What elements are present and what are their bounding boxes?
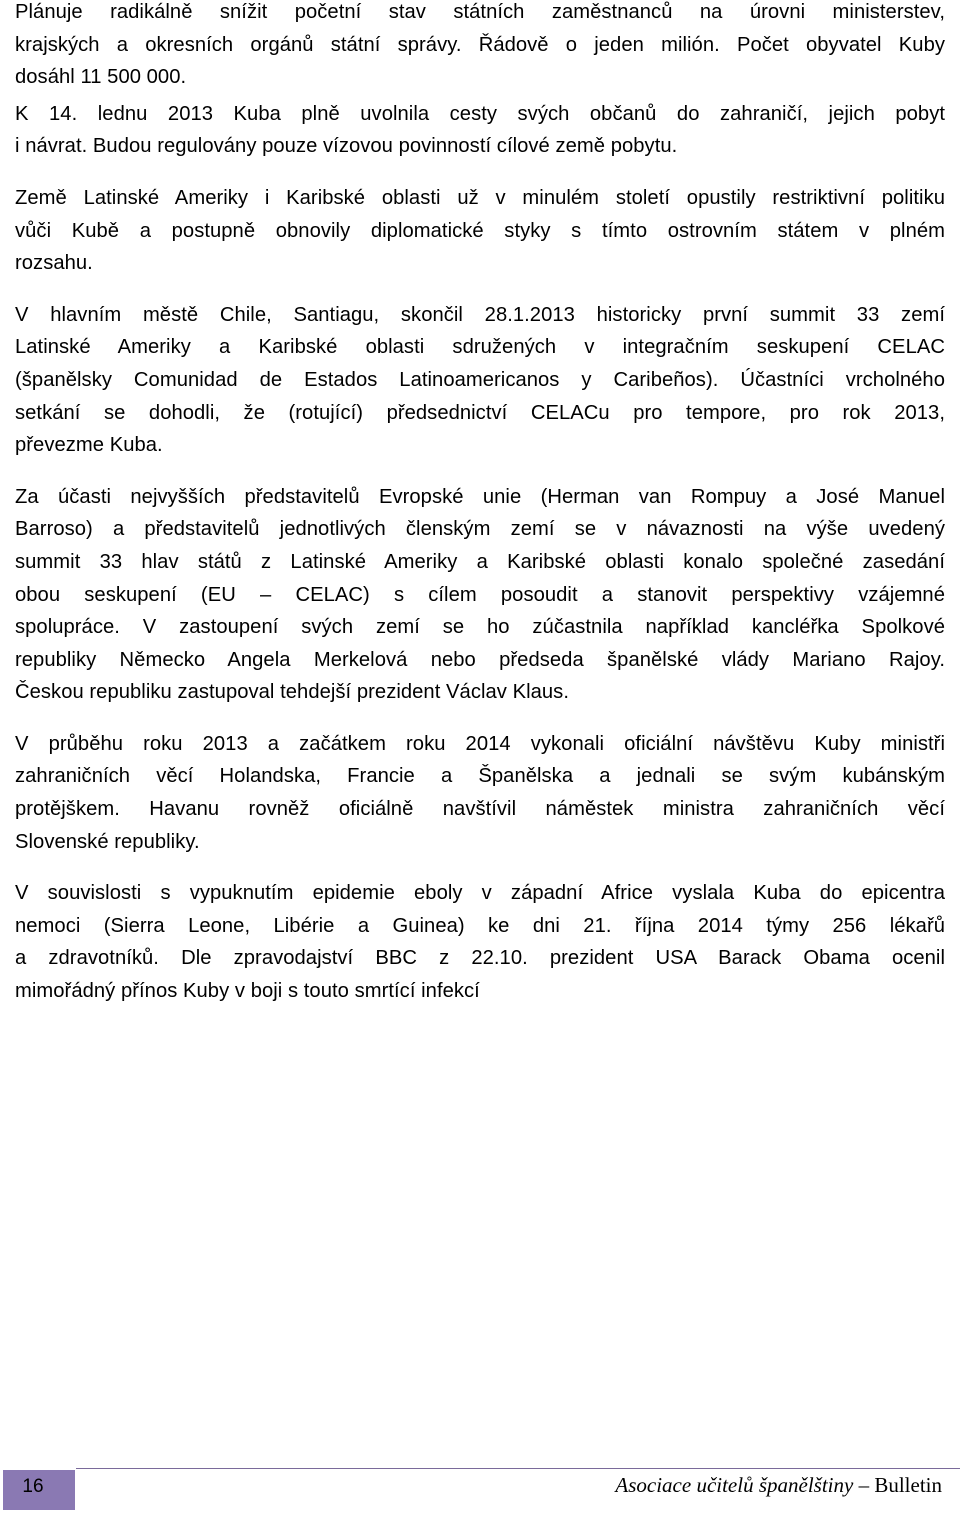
page-footer xyxy=(0,1467,960,1511)
text-line: Plánuje radikálně snížit početní stav státních zaměstnanců na úrovni ministerstev, xyxy=(15,1,945,23)
text-line: Latinské Ameriky a Karibské oblasti sdružených v integračním seskupení CELAC xyxy=(15,336,945,359)
paragraph-6 xyxy=(15,728,945,858)
publication-name: Asociace učitelů španělštiny xyxy=(615,1473,854,1497)
publication-type: Bulletin xyxy=(874,1473,942,1497)
text-line: a zdravotníků. Dle zpravodajství BBC z 22.10. prezident USA Barack Obama ocenil xyxy=(15,947,945,970)
page-number: 16 xyxy=(22,1476,44,1497)
text-line: protějškem. Havanu rovněž oficiálně navštívil náměstek ministra zahraničních věcí xyxy=(15,798,945,821)
text-line: rozsahu. xyxy=(15,252,93,275)
text-line: summit 33 hlav států z Latinské Ameriky a Karibské oblasti konalo společné zasedání xyxy=(15,550,945,573)
text-line: vůči Kubě a postupně obnovily diplomatické styky s tímto ostrovním státem v plném xyxy=(15,219,945,242)
text-line: V souvislosti s vypuknutím epidemie eboly v západní Africe vyslala Kuba do epicentra xyxy=(15,882,945,905)
publication-separator: – xyxy=(853,1473,875,1497)
text-line: Českou republiku zastupoval tehdejší prezident Václav Klaus. xyxy=(15,681,569,704)
paragraph-4 xyxy=(15,299,945,462)
text-line: krajských a okresních orgánů státní správy. Řádově o jeden milión. Počet obyvatel Kuby xyxy=(15,33,945,56)
text-line: K 14. lednu 2013 Kuba plně uvolnila cesty svých občanů do zahraničí, jejich pobyt xyxy=(15,102,945,125)
paragraph-1 xyxy=(15,0,945,94)
text-line: spolupráce. V zastoupení svých zemí se ho zúčastnila například kancléřka Spolkové xyxy=(15,616,945,639)
page-number-badge xyxy=(3,1470,75,1510)
text-line: zahraničních věcí Holandska, Francie a Španělska a jednali se svým kubánským xyxy=(15,765,945,788)
text-line: dosáhl 11 500 000. xyxy=(15,66,187,89)
text-line: republiky Německo Angela Merkelová nebo předseda španělské vlády Mariano Rajoy. xyxy=(15,648,945,671)
text-line: Slovenské republiky. xyxy=(15,830,200,853)
document-body xyxy=(15,0,945,1027)
text-line: V průběhu roku 2013 a začátkem roku 2014 vykonali oficiální návštěvu Kuby ministři xyxy=(15,732,945,755)
footer-divider xyxy=(76,1468,960,1469)
text-line: V hlavním městě Chile, Santiagu, skončil 28.1.2013 historicky první summit 33 zemí xyxy=(15,303,945,326)
publication-title xyxy=(615,1473,942,1498)
text-line: Za účasti nejvyšších představitelů Evropské unie (Herman van Rompuy a José Manuel xyxy=(15,485,945,508)
text-line: (španělsky Comunidad de Estados Latinoamericanos y Caribeños). Účastníci vrcholného xyxy=(15,368,945,391)
text-line: nemoci (Sierra Leone, Libérie a Guinea) ke dni 21. října 2014 týmy 256 lékařů xyxy=(15,914,945,937)
text-line: Země Latinské Ameriky i Karibské oblasti už v minulém století opustily restriktivní politiku xyxy=(15,186,945,209)
paragraph-3 xyxy=(15,182,945,280)
paragraph-7 xyxy=(15,877,945,1007)
text-line: i návrat. Budou regulovány pouze vízovou povinností cílové země pobytu. xyxy=(15,135,678,158)
text-line: převezme Kuba. xyxy=(15,434,163,457)
paragraph-5 xyxy=(15,481,945,709)
text-line: Barroso) a představitelů jednotlivých členským zemí se v návaznosti na výše uvedený xyxy=(15,518,945,541)
text-line: mimořádný přínos Kuby v boji s touto smrtící infekcí xyxy=(15,980,480,1003)
paragraph-2 xyxy=(15,98,945,163)
text-line: obou seskupení (EU – CELAC) s cílem posoudit a stanovit perspektivy vzájemné xyxy=(15,583,945,606)
text-line: setkání se dohodli, že (rotující) předsednictví CELACu pro tempore, pro rok 2013, xyxy=(15,401,945,424)
